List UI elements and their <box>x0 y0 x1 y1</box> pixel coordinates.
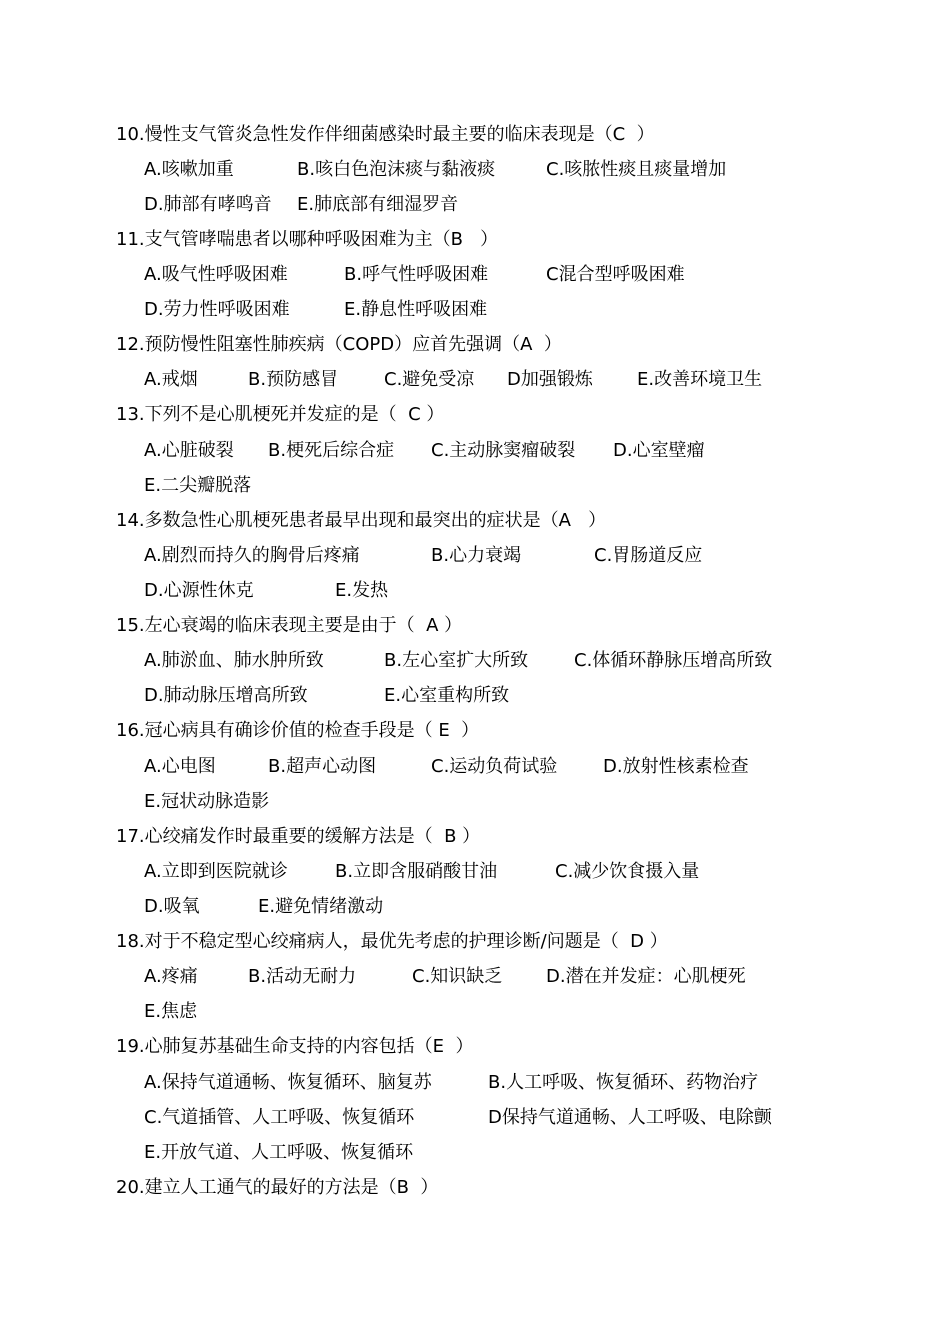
question-20: 20.建立人工通气的最好的方法是（B ） <box>116 1177 439 1198</box>
question-19: 19.心肺复苏基础生命支持的内容包括（E ） <box>116 1036 474 1057</box>
option: D.劳力性呼吸困难 <box>144 299 290 320</box>
question-15: 15.左心衰竭的临床表现主要是由于（ A ） <box>116 615 463 636</box>
question-12: 12.预防慢性阻塞性肺疾病（COPD）应首先强调（A ） <box>116 334 562 355</box>
option: C.胃肠道反应 <box>594 545 703 566</box>
option: E.冠状动脉造影 <box>144 791 270 812</box>
option: C.咳脓性痰且痰量增加 <box>546 159 727 180</box>
question-18: 18.对于不稳定型心绞痛病人，最优先考虑的护理诊断/问题是（ D ） <box>116 931 668 952</box>
option: E.避免情绪激动 <box>258 896 384 917</box>
option: C.体循环静脉压增高所致 <box>574 650 773 671</box>
question-17: 17.心绞痛发作时最重要的缓解方法是（ B ） <box>116 826 481 847</box>
option: D.肺部有哮鸣音 <box>144 194 272 215</box>
option: E.焦虑 <box>144 1001 198 1022</box>
option: D保持气道通畅、人工呼吸、电除颤 <box>488 1107 772 1128</box>
question-10: 10.慢性支气管炎急性发作伴细菌感染时最主要的临床表现是（C ） <box>116 124 655 145</box>
option: D.肺动脉压增高所致 <box>144 685 308 706</box>
option: E.静息性呼吸困难 <box>344 299 488 320</box>
option: C.运动负荷试验 <box>431 756 558 777</box>
option: D.心源性休克 <box>144 580 254 601</box>
option: D.放射性核素检查 <box>603 756 749 777</box>
option: E.肺底部有细湿罗音 <box>297 194 459 215</box>
option: B.立即含服硝酸甘油 <box>335 861 498 882</box>
option: B.咳白色泡沫痰与黏液痰 <box>297 159 496 180</box>
option: B.呼气性呼吸困难 <box>344 264 489 285</box>
question-13: 13.下列不是心肌梗死并发症的是（ C ） <box>116 404 445 425</box>
option: B.人工呼吸、恢复循环、药物治疗 <box>488 1072 759 1093</box>
option: C.知识缺乏 <box>412 966 503 987</box>
option: B.超声心动图 <box>268 756 377 777</box>
option: A.戒烟 <box>144 369 198 390</box>
option: A.肺淤血、肺水肿所致 <box>144 650 324 671</box>
question-16: 16.冠心病具有确诊价值的检查手段是（ E ） <box>116 720 480 741</box>
option: A.保持气道通畅、恢复循环、脑复苏 <box>144 1072 432 1093</box>
option: C混合型呼吸困难 <box>546 264 685 285</box>
option: D.吸氧 <box>144 896 200 917</box>
question-11: 11.支气管哮喘患者以哪种呼吸困难为主（B ） <box>116 229 499 250</box>
option: C.避免受凉 <box>384 369 475 390</box>
option: A.剧烈而持久的胸骨后疼痛 <box>144 545 360 566</box>
option: E.心室重构所致 <box>384 685 510 706</box>
option: C.气道插管、人工呼吸、恢复循环 <box>144 1107 415 1128</box>
option: A.心电图 <box>144 756 216 777</box>
option: A.咳嗽加重 <box>144 159 234 180</box>
option: A.疼痛 <box>144 966 198 987</box>
option: D.潜在并发症：心肌梗死 <box>546 966 746 987</box>
option: A.立即到医院就诊 <box>144 861 288 882</box>
option: A.吸气性呼吸困难 <box>144 264 288 285</box>
option: E.发热 <box>335 580 389 601</box>
option: E.开放气道、人工呼吸、恢复循环 <box>144 1142 414 1163</box>
option: B.梗死后综合症 <box>268 440 395 461</box>
option: D.心室壁瘤 <box>613 440 705 461</box>
option: B.左心室扩大所致 <box>384 650 529 671</box>
option: B.心力衰竭 <box>431 545 522 566</box>
option: B.预防感冒 <box>248 369 339 390</box>
option: C.减少饮食摄入量 <box>555 861 700 882</box>
option: B.活动无耐力 <box>248 966 357 987</box>
option: A.心脏破裂 <box>144 440 234 461</box>
option: D加强锻炼 <box>507 369 593 390</box>
option: E.二尖瓣脱落 <box>144 475 252 496</box>
option: C.主动脉窦瘤破裂 <box>431 440 576 461</box>
question-14: 14.多数急性心肌梗死患者最早出现和最突出的症状是（A ） <box>116 510 607 531</box>
option: E.改善环境卫生 <box>637 369 763 390</box>
